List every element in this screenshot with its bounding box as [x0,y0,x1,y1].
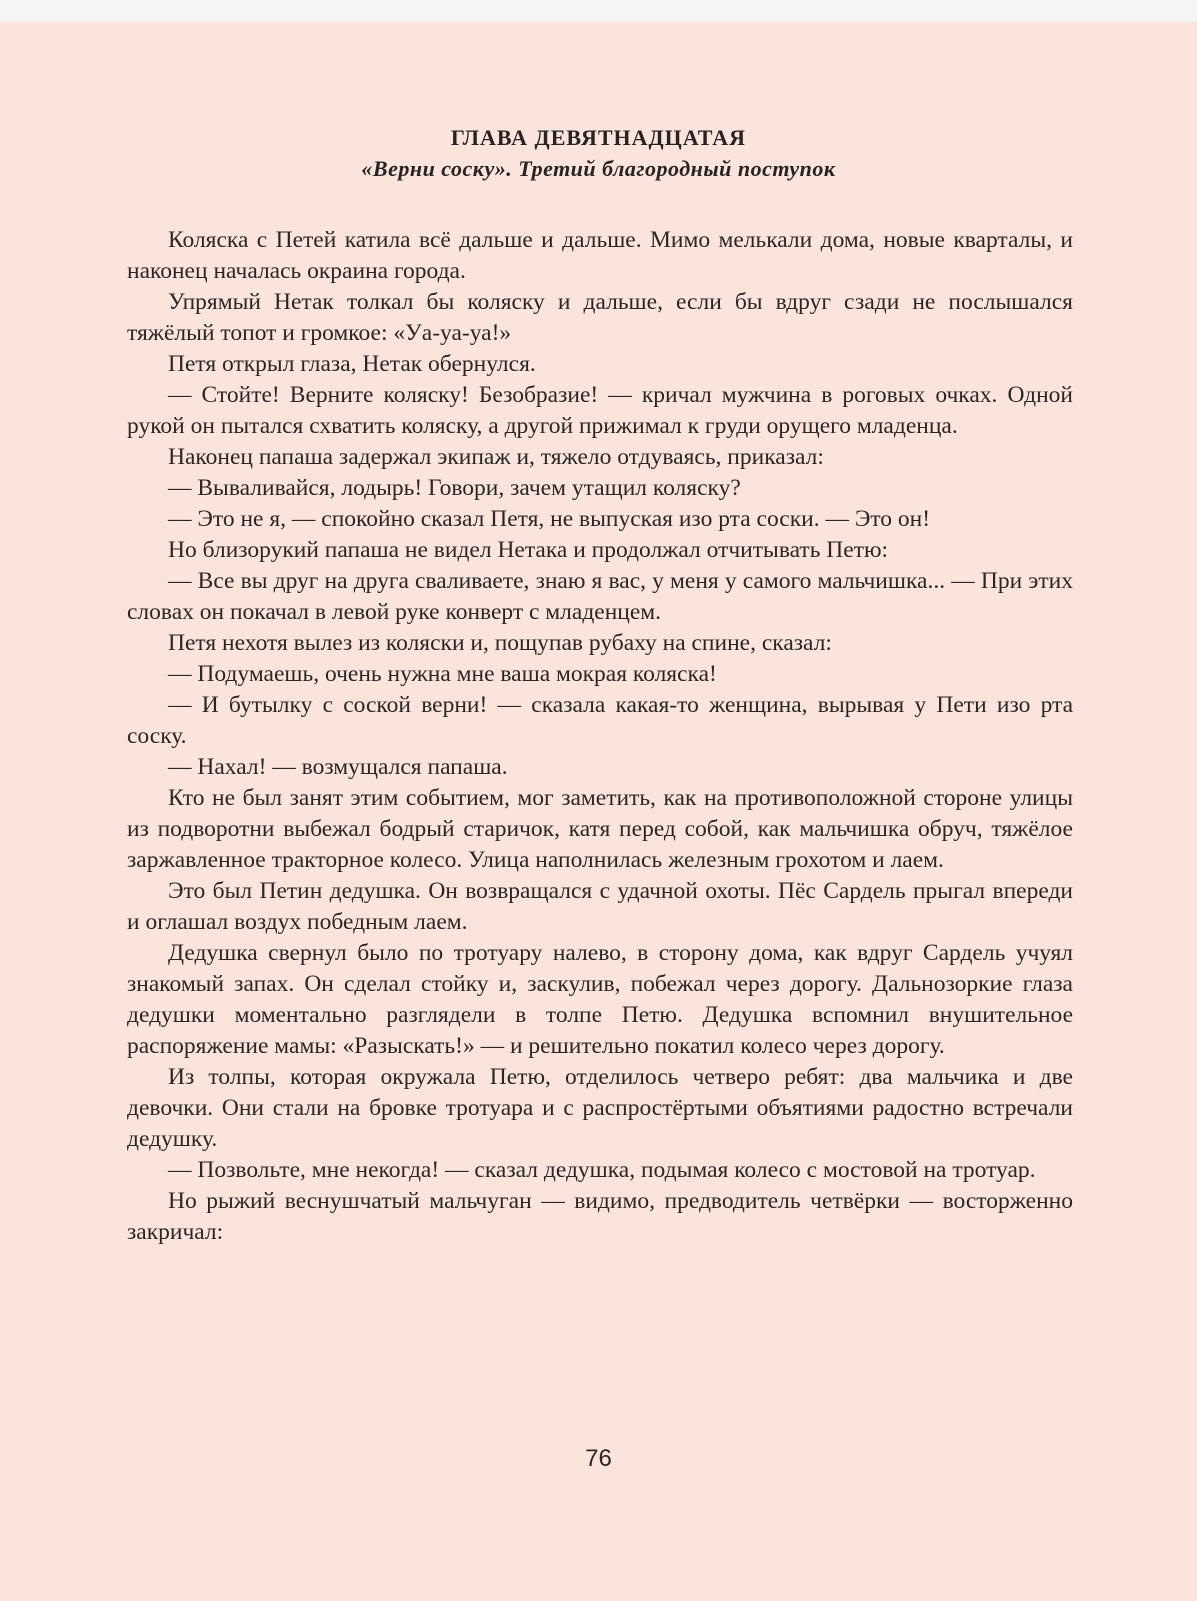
paragraph: Из толпы, которая окружала Петю, отделилось четверо ребят: два мальчика и две девочки. Они стали на бровке тротуара и с распростёртыми объятиями радостно встречали дедушку. [127,1064,1073,1152]
paragraph: — Подумаешь, очень нужна мне ваша мокрая коляска! [168,661,717,687]
paragraph: — Позвольте, мне некогда! — сказал дедушка, подымая колесо с мостовой на тротуар. [168,1157,1036,1183]
paragraph: Наконец папаша задержал экипаж и, тяжело отдуваясь, приказал: [168,444,824,470]
paragraph: — Это не я, — спокойно сказал Петя, не выпуская изо рта соски. — Это он! [168,506,931,532]
paragraph: — Стойте! Верните коляску! Безобразие! — кричал мужчина в роговых очках. Одной рукой он пытался схватить коляску, а другой прижимал к груди орущего младенца. [127,382,1073,439]
paragraph: — Вываливайся, лодырь! Говори, зачем утащил коляску? [168,475,741,501]
chapter-subtitle: «Верни соску». Третий благородный поступок [361,156,836,181]
paragraph: Кто не был занят этим событием, мог заметить, как на противоположной стороне улицы из подворотни выбежал бодрый старичок, катя перед собой, как мальчишка обруч, тяжёлое заржавленное тракторное колесо. Улица наполнилась железным грохотом и лаем. [127,785,1073,873]
book-page [0,22,1197,1601]
paragraph: — Все вы друг на друга сваливаете, знаю я вас, у меня у самого мальчишка... — При этих словах он покачал в левой руке конверт с младенцем. [127,568,1073,625]
paragraph: Петя открыл глаза, Нетак обернулся. [168,351,536,377]
top-margin-strip [0,0,1197,22]
chapter-title: ГЛАВА ДЕВЯТНАДЦАТАЯ [450,125,747,150]
paragraph: Дедушка свернул было по тротуару налево, в сторону дома, как вдруг Сардель учуял знакомый запах. Он сделал стойку и, заскулив, побежал через дорогу. Дальнозоркие глаза дедушки моментально разглядели в толпе Петю. Дедушка вспомнил внушительное распоряжение мамы: «Разыскать!» — и решительно покатил колесо через дорогу. [127,940,1073,1059]
paragraph: Коляска с Петей катила всё дальше и дальше. Мимо мелькали дома, новые кварталы, и наконец началась окраина города. [127,227,1073,284]
paragraph: Это был Петин дедушка. Он возвращался с удачной охоты. Пёс Сардель прыгал впереди и оглашал воздух победным лаем. [127,878,1073,935]
page-number: 76 [585,1445,612,1472]
paragraph: Но близорукий папаша не видел Нетака и продолжал отчитывать Петю: [168,537,889,563]
paragraph: Петя нехотя вылез из коляски и, пощупав рубаху на спине, сказал: [168,630,832,656]
paragraph: — Нахал! — возмущался папаша. [168,754,508,780]
paragraph: — И бутылку с соской верни! — сказала какая-то женщина, вырывая у Пети изо рта соску. [127,692,1073,749]
paragraph: Но рыжий веснушчатый мальчуган — видимо, предводитель четвёрки — восторженно закричал: [127,1188,1073,1245]
body-text [127,225,1073,1248]
paragraph: Упрямый Нетак толкал бы коляску и дальше, если бы вдруг сзади не послышался тяжёлый топот и громкое: «Уа-уа-уа!» [127,289,1073,346]
